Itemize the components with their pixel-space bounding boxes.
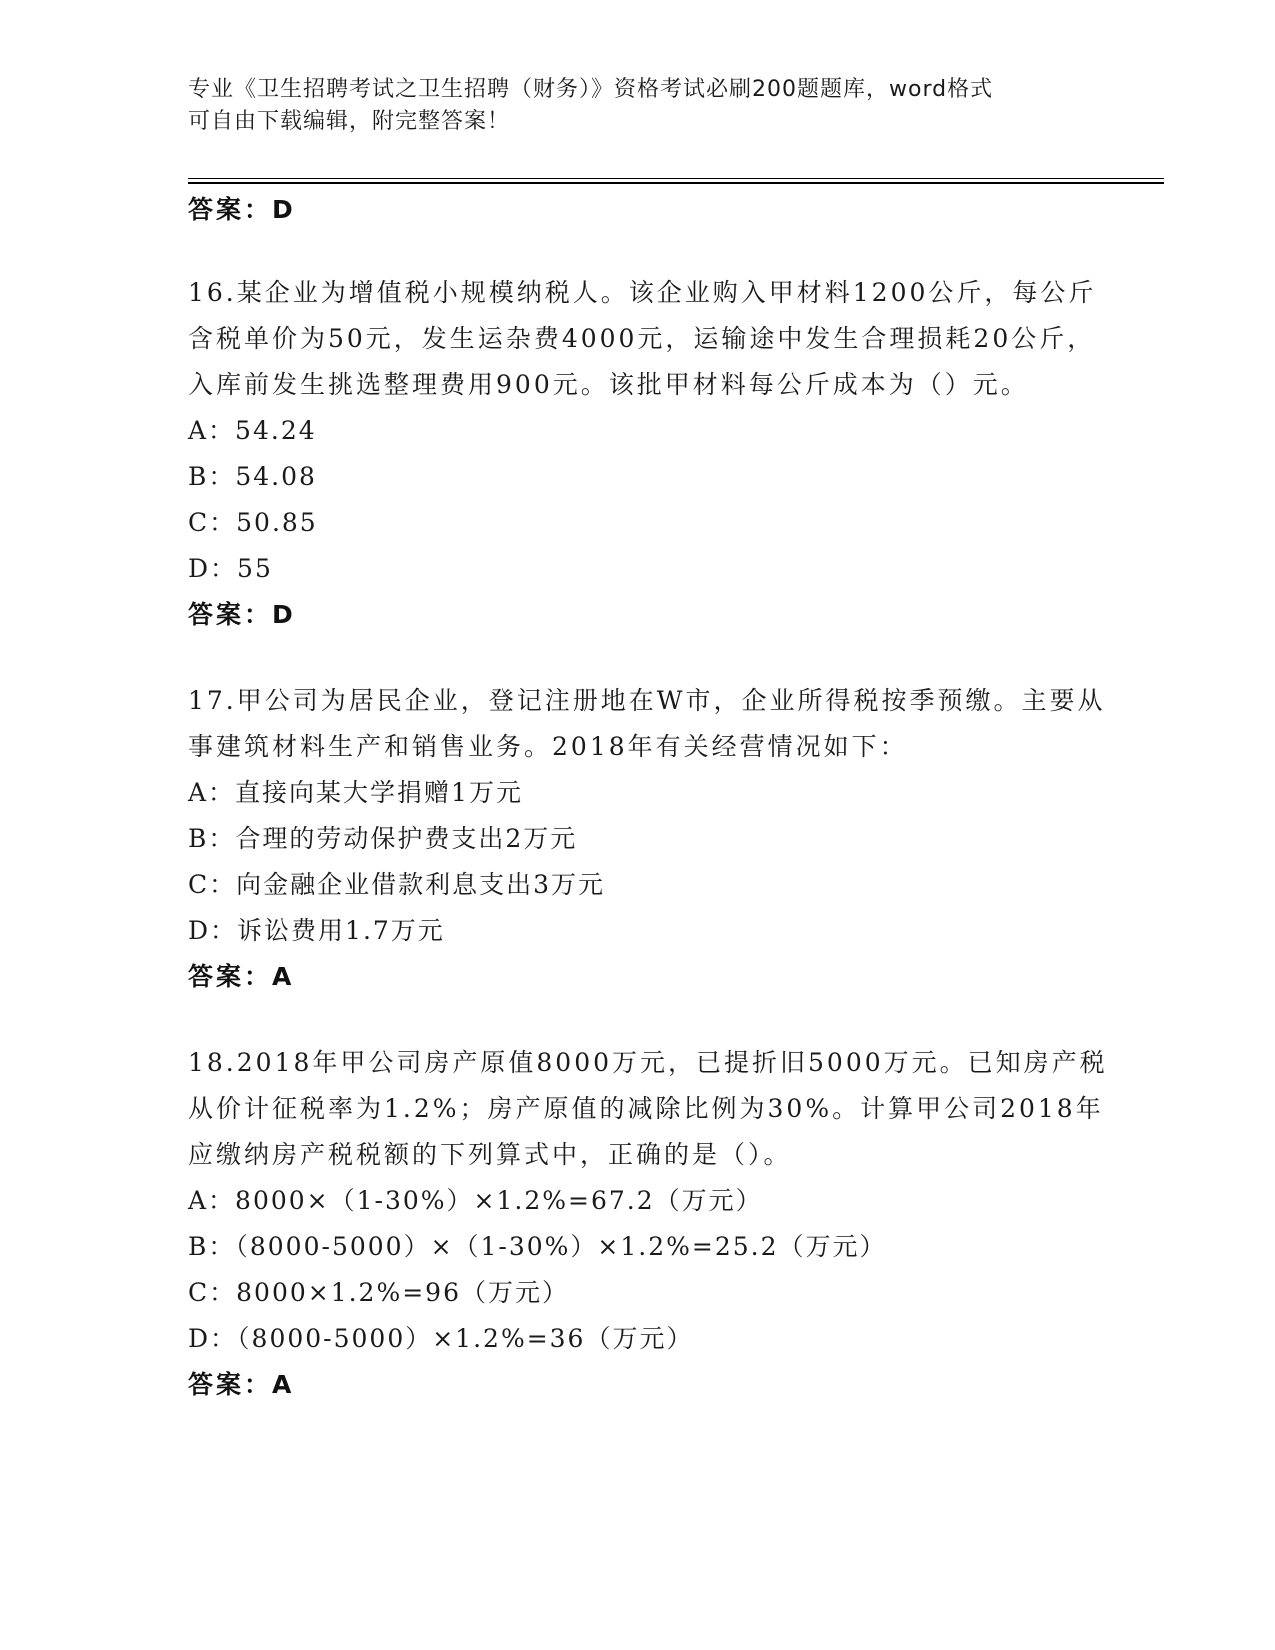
answer-value: A — [272, 962, 293, 991]
header-line-1: 专业《卫生招聘考试之卫生招聘（财务）》资格考试必刷200题题库，word格式 — [188, 77, 994, 102]
header-rule-thick — [188, 182, 1164, 184]
header-rule-thin — [188, 178, 1164, 179]
answer-label: 答案： — [188, 600, 273, 629]
answer-label: 答案： — [188, 962, 273, 991]
question-16 — [188, 270, 1108, 638]
option-a: A：8000×（1-30%）×1.2%=67.2（万元） — [188, 1186, 763, 1215]
document-body — [188, 190, 1108, 1408]
answer-line — [188, 1362, 1108, 1408]
option-b: B：54.08 — [188, 462, 317, 491]
answer-line — [188, 592, 1108, 638]
answer-value: D — [272, 195, 294, 224]
question-text: 16.某企业为增值税小规模纳税人。该企业购入甲材料1200公斤，每公斤含税单价为50元，发生运杂费4000元，运输途中发生合理损耗20公斤，入库前发生挑选整理费用900元。该批甲材料每公斤成本为（）元。 — [188, 278, 1097, 399]
header-line-2: 可自由下载编辑，附完整答案！ — [188, 109, 511, 134]
document-header — [188, 74, 1088, 138]
answer-label: 答案： — [188, 1370, 273, 1399]
question-text: 18.2018年甲公司房产原值8000万元，已提折旧5000万元。已知房产税从价计征税率为1.2%；房产原值的减除比例为30%。计算甲公司2018年应缴纳房产税税额的下列算式中，正确的是（）。 — [188, 1048, 1108, 1169]
option-b: B：合理的劳动保护费支出2万元 — [188, 824, 578, 853]
option-c: C：8000×1.2%=96（万元） — [188, 1278, 569, 1307]
question-18 — [188, 1040, 1108, 1408]
option-d: D：诉讼费用1.7万元 — [188, 916, 445, 945]
question-text: 17.甲公司为居民企业，登记注册地在W市，企业所得税按季预缴。主要从事建筑材料生产和销售业务。2018年有关经营情况如下： — [188, 686, 1106, 761]
option-c: C：向金融企业借款利息支出3万元 — [188, 870, 606, 899]
option-a: A：直接向某大学捐赠1万元 — [188, 778, 523, 807]
option-d: D：（8000-5000）×1.2%=36（万元） — [188, 1324, 694, 1353]
answer-value: D — [272, 600, 294, 629]
option-c: C：50.85 — [188, 508, 318, 537]
answer-label: 答案： — [188, 195, 273, 224]
option-d: D：55 — [188, 554, 273, 583]
option-a: A：54.24 — [188, 416, 317, 445]
option-b: B：（8000-5000）×（1-30%）×1.2%=25.2（万元） — [188, 1232, 887, 1261]
answer-line — [188, 954, 1108, 1000]
answer-value: A — [272, 1370, 293, 1399]
question-17 — [188, 678, 1108, 1000]
answer-line — [188, 190, 1108, 230]
